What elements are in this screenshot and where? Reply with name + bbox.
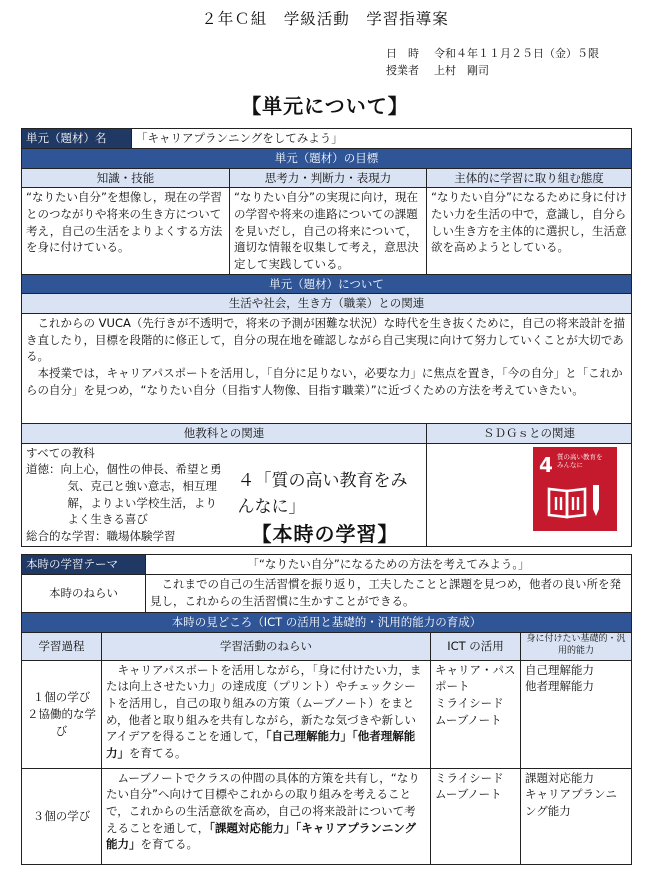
unit-section-heading: 【単元について】 — [241, 94, 409, 118]
row2-process: ３個の学び — [22, 768, 102, 864]
row1-ict: キャリア・パスポート ミライシード ムーブノート — [431, 660, 521, 768]
row1-activity-bold: 「自己理解能力」「他者理解能力」 — [106, 729, 416, 761]
lesson-table — [21, 554, 632, 865]
document-title: ２年Ｃ組 学級活動 学習指導案 — [201, 10, 449, 28]
lesson-theme: 「“なりたい自分”になるための方法を考えてみよう。」 — [146, 555, 632, 575]
other-all-subjects: すべての教科 — [26, 445, 95, 460]
row1-activity-end: を育てる。 — [129, 746, 187, 761]
book-pencil-icon — [547, 483, 603, 519]
unit-name-label: 単元（題材）名 — [22, 129, 132, 149]
row1-ability: 自己理解能力 他者理解能力 — [521, 660, 632, 768]
relation-paragraph-1: これからの VUCA（先行きが不透明で，将来の予測が困難な状況）な時代を生き抜くために，自己の将来設計を描き直したり，目標を段階的に修正して，自分の現在地を確認しながら自己実現に向けて努力していくことが大切である。 — [26, 316, 626, 364]
relation-paragraph-2: 本授業では，キャリアパスポートを活用し，「自分に足りない，必要な力」に焦点を置き，「今の自分」と「これからの自分」を見つめ，“なりたい自分（目指す人物像、目指す職業）”に近づくための方法を考えていきたい。 — [26, 366, 623, 397]
goal-text-thinking: “なりたい自分”の実現に向け，現在の学習や将来の進路についての課題を見いだし，自己の将来について，適切な情報を収集して考え，意思決定して実践している。 — [230, 188, 427, 274]
goal-text-knowledge: “なりたい自分”を想像し，現在の学習とのつながりや将来の生き方について考え，自己の生活をよりよくする方法を身に付けている。 — [22, 188, 230, 274]
row2-ability: 課題対応能力 キャリアプランニング能力 — [521, 768, 632, 864]
unit-about-header: 単元（題材）について — [22, 274, 632, 294]
col-process: 学習過程 — [22, 632, 102, 660]
row2-activity-bold: 「課題対応能力」「キャリアプランニング能力」 — [106, 820, 417, 852]
row2-activity — [102, 768, 431, 864]
unit-name: 「キャリアプランニングをしてみよう」 — [132, 129, 632, 149]
col-ability: 身に付けたい基礎的・汎用的能力 — [521, 632, 632, 660]
theme-label: 本時の学習テーマ — [22, 555, 146, 575]
other-subjects-header: 他教科との関連 — [22, 424, 427, 444]
viewpoint-header: 本時の見どころ（ICT の活用と基礎的・汎用的能力の育成） — [22, 613, 632, 633]
lesson-section-heading: 【本時の学習】 — [251, 522, 399, 546]
teacher-row — [386, 63, 489, 79]
date-value: 令和４年１１月２５日（金）５限 — [434, 47, 599, 60]
sdg-goal-text: ４「質の高い教育をみんなに」 — [237, 471, 408, 517]
date-row — [386, 46, 599, 62]
row1-activity — [102, 660, 431, 768]
other-integrated: 総合的な学習：職場体験学習 — [26, 529, 176, 544]
row2-ict: ミライシード ムーブノート — [431, 768, 521, 864]
unit-table — [21, 128, 632, 547]
sdg-icon-number: 4 — [539, 452, 553, 477]
row2-activity-text: ムーブノートでクラスの仲間の具体的方策を共有し，“なりたい自分”へ向けて目標やこれからの取り組みを考えることで，これからの生活意欲を高め，自己の将来設計について考えることを通して， — [106, 770, 420, 835]
date-label: 日 時 — [386, 47, 419, 60]
row1-process: １個の学び ２協働的な学び — [22, 660, 102, 768]
relation-header: 生活や社会，生き方（職業）との関連 — [22, 294, 632, 314]
aim-label: 本時のねらい — [22, 575, 146, 613]
sdg-quality-education-icon — [533, 447, 617, 531]
goal-col-knowledge: 知識・技能 — [22, 168, 230, 188]
goal-col-attitude: 主体的に学習に取り組む態度 — [427, 168, 632, 188]
col-ict: ICT の活用 — [431, 632, 521, 660]
col-activity: 学習活動のねらい — [102, 632, 431, 660]
relation-body — [22, 314, 632, 424]
teacher-label: 授業者 — [386, 64, 419, 77]
goal-col-thinking: 思考力・判断力・表現力 — [230, 168, 427, 188]
lesson-aim: これまでの自己の生活習慣を振り返り，工夫したことと課題を見つめ，他者の良い所を発見し，これからの生活習慣に生かすことができる。 — [146, 575, 632, 613]
row2-activity-end: を育てる。 — [140, 837, 198, 852]
row1-activity-text: キャリアパスポートを活用しながら，「身に付けたい力，または向上させたい力」の達成度（プリント）やチェックシートを活用し，自己の取り組みの方策（ムーブノート）をまとめ，他者と取り組みを共有しながら，新たな気づきや新しいアイデアを得ることを通して， — [106, 662, 422, 744]
unit-goals-header: 単元（題材）の目標 — [22, 149, 632, 169]
goal-text-attitude: “なりたい自分”になるために身に付けたい力を生活の中で，意識し，自分らしい生き方を主体的に選択し，生活意欲を高めようとしている。 — [427, 188, 632, 274]
sdg-icon-caption: 質の高い教育を みんなに — [557, 452, 603, 470]
sdgs-header: ＳＤＧｓとの関連 — [427, 424, 632, 444]
other-moral: 道徳：向上心，個性の伸長、希望と勇気、克己と強い意志，相互理解，よりよい学校生活，よりよく生きる喜び — [26, 462, 222, 527]
teacher-value: 上村 剛司 — [434, 64, 489, 77]
